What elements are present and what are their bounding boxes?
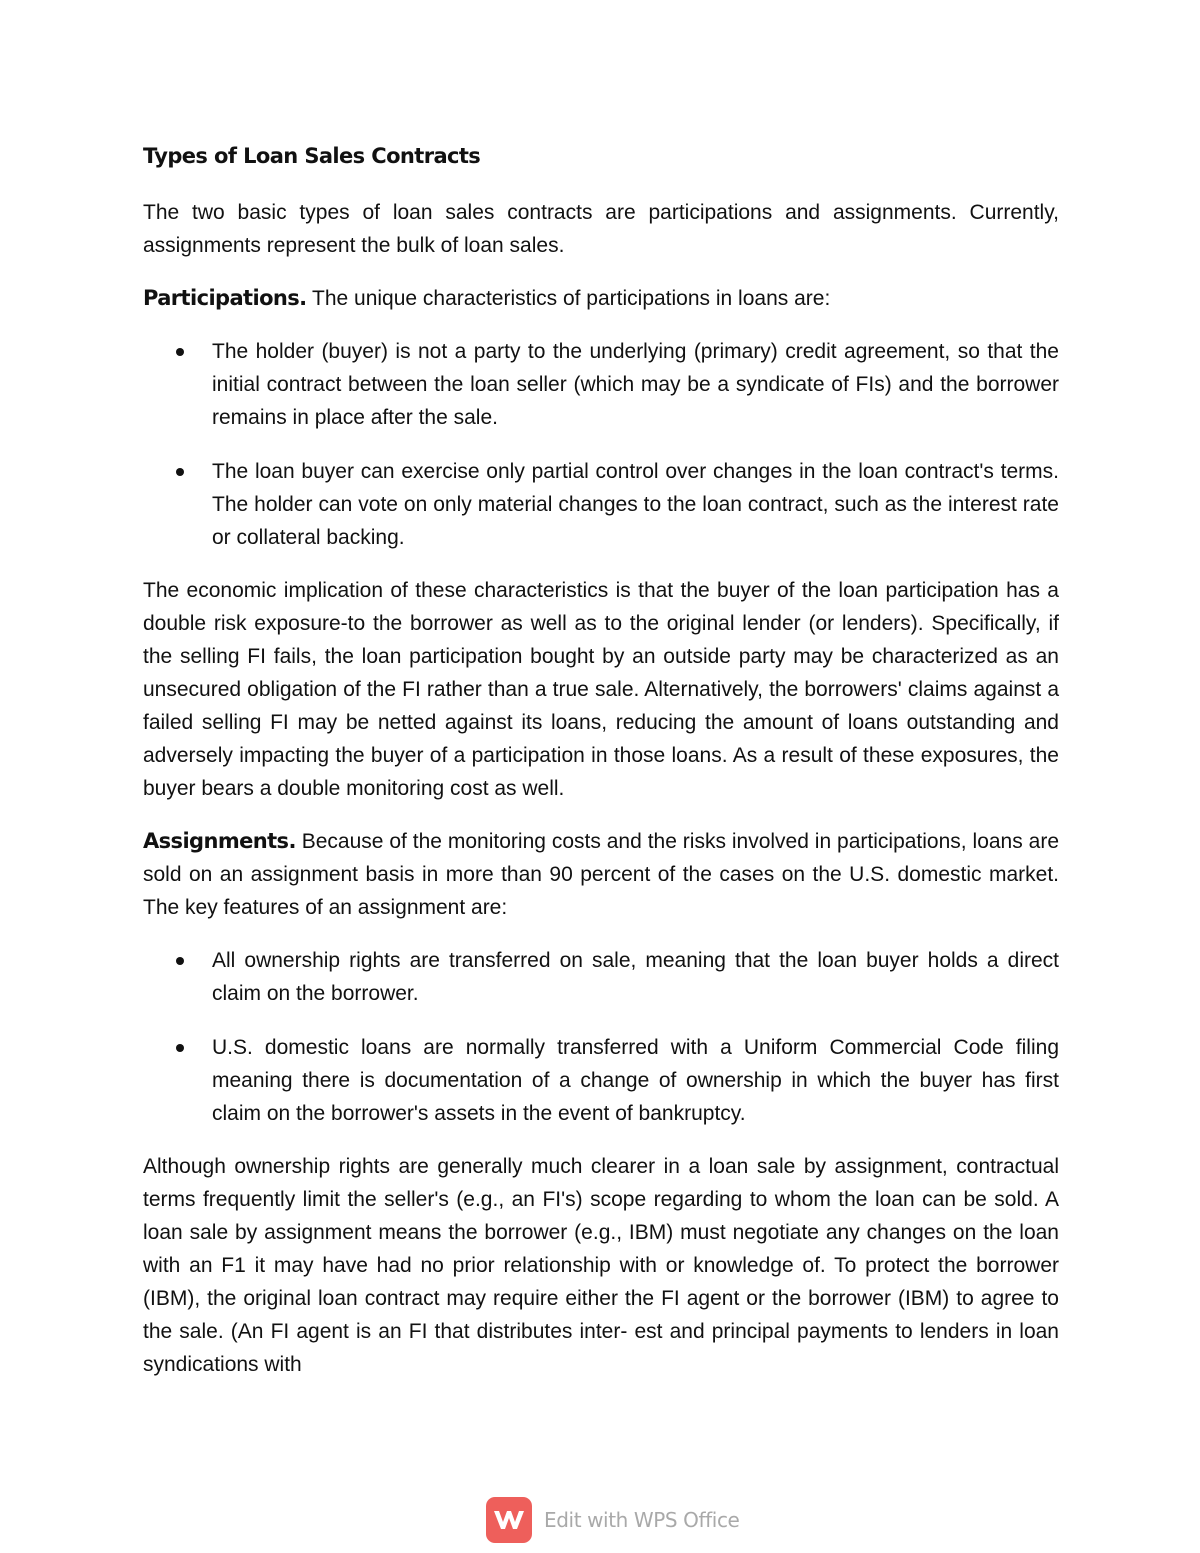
list-item-text: The holder (buyer) is not a party to the underlying (primary) credit agreement, so that the initial contract between the loan seller (which may be a syndicate of FIs) and the borrower remains in place after the sale. bbox=[212, 340, 1059, 429]
wps-logo-icon bbox=[486, 1497, 532, 1543]
assignments-lead: Assignments. bbox=[143, 829, 296, 853]
list-item bbox=[143, 335, 1059, 434]
edit-with-wps-button[interactable] bbox=[486, 1497, 739, 1543]
participations-text: The unique characteristics of participations in loans are: bbox=[306, 287, 831, 310]
list-item-text: The loan buyer can exercise only partial control over changes in the loan contract's terms. The holder can vote on only material changes to the loan contract, such as the interest rate or collateral backing. bbox=[212, 460, 1059, 549]
wps-w-glyph bbox=[492, 1507, 526, 1533]
list-item bbox=[143, 1031, 1059, 1130]
document-page bbox=[143, 138, 1059, 1401]
participations-list bbox=[143, 335, 1059, 554]
bullet-icon bbox=[176, 348, 184, 356]
implication-paragraph: The economic implication of these characteristics is that the buyer of the loan participation has a double risk exposure-to the borrower as well as to the original lender (or lenders). Specifically, if the selling FI fails, the loan participation bought by an outside party may be characterized as an unsecured obligation of the FI rather than a true sale. Alternatively, the borrowers' claims against a failed selling FI may be netted against its loans, reducing the amount of loans outstanding and adversely impacting the buyer of a participation in those loans. As a result of these exposures, the buyer bears a double monitoring cost as well. bbox=[143, 579, 1059, 800]
intro-paragraph: The two basic types of loan sales contracts are participations and assignments. Currently, assignments represent the bulk of loan sales. bbox=[143, 201, 1059, 257]
participations-paragraph bbox=[143, 282, 1059, 315]
list-item bbox=[143, 944, 1059, 1010]
page-title: Types of Loan Sales Contracts bbox=[143, 144, 481, 168]
bullet-icon bbox=[176, 957, 184, 965]
bullet-icon bbox=[176, 468, 184, 476]
list-item-text: U.S. domestic loans are normally transferred with a Uniform Commercial Code filing meaning there is documentation of a change of ownership in which the buyer has first claim on the borrower's assets in the event of bankruptcy. bbox=[212, 1036, 1059, 1125]
assignments-text: Because of the monitoring costs and the risks involved in participations, loans are sold on an assignment basis in more than 90 percent of the cases on the U.S. domestic market. The key features of an assignment are: bbox=[143, 830, 1059, 919]
closing-paragraph: Although ownership rights are generally much clearer in a loan sale by assignment, contractual terms frequently limit the seller's (e.g., an FI's) scope regarding to whom the loan can be sold. A loan sale by assignment means the borrower (e.g., IBM) must negotiate any changes on the loan with an F1 it may have had no prior relationship with or knowledge of. To protect the borrower (IBM), the original loan contract may require either the FI agent or the borrower (IBM) to agree to the sale. (An FI agent is an FI that distributes inter- est and principal payments to lenders in loan syndications with bbox=[143, 1155, 1059, 1376]
list-item-text: All ownership rights are transferred on sale, meaning that the loan buyer holds a direct claim on the borrower. bbox=[212, 949, 1059, 1005]
wps-label: Edit with WPS Office bbox=[544, 1508, 740, 1532]
participations-lead: Participations. bbox=[143, 286, 307, 310]
assignments-list bbox=[143, 944, 1059, 1130]
list-item bbox=[143, 455, 1059, 554]
assignments-paragraph bbox=[143, 825, 1059, 924]
bullet-icon bbox=[176, 1044, 184, 1052]
